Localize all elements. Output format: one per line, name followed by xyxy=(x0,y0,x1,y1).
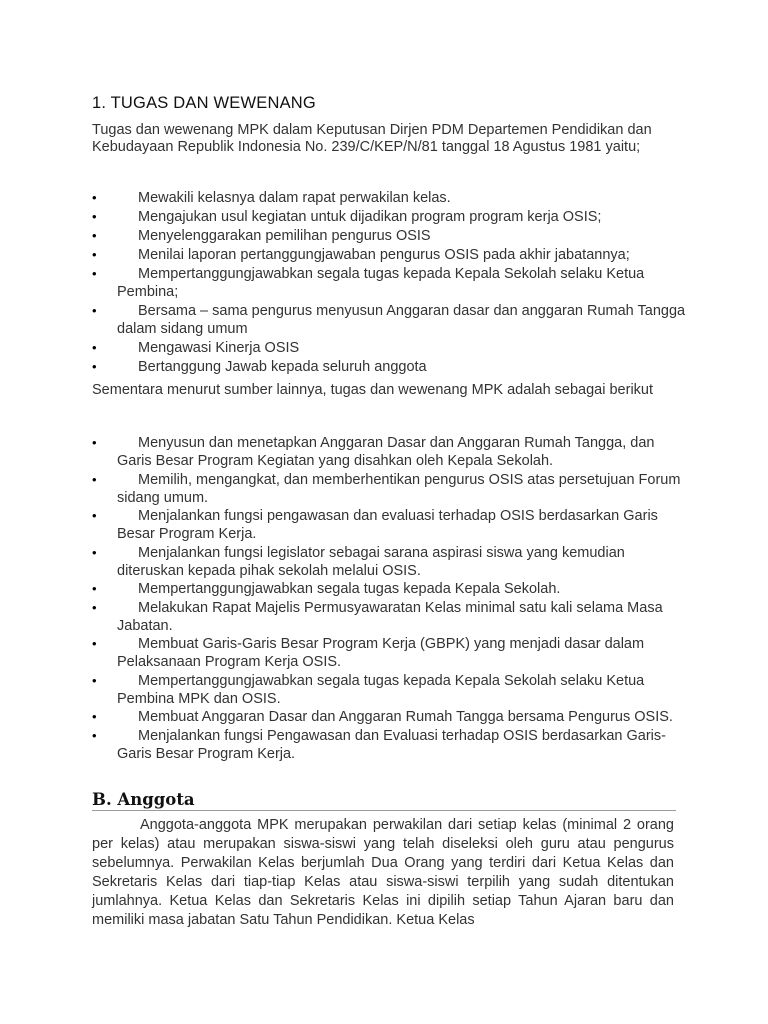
bullet-icon: • xyxy=(92,727,97,743)
section-heading-tugas: 1. TUGAS DAN WEWENANG xyxy=(92,94,316,112)
bullet-icon: • xyxy=(92,209,97,224)
bullet-icon: • xyxy=(92,247,97,262)
bullet-icon: • xyxy=(92,508,97,523)
bullet-icon: • xyxy=(92,340,97,355)
list-item-text: Memilih, mengangkat, dan memberhentikan pengurus OSIS atas persetujuan Forum sidang umum. xyxy=(117,471,681,506)
bullet-icon: • xyxy=(92,544,97,560)
bullet-icon: • xyxy=(92,709,97,724)
list-item-text: Mempertanggungjawabkan segala tugas kepada Kepala Sekolah. xyxy=(138,581,561,597)
bullet-icon: • xyxy=(92,636,97,651)
list-item xyxy=(92,302,692,338)
list-item-text: Menyusun dan menetapkan Anggaran Dasar dan Anggaran Rumah Tangga, dan Garis Besar Program Kegiatan yang disahkan oleh Kepala Sekolah. xyxy=(117,435,655,469)
section-heading-anggota: B. Anggota xyxy=(92,790,195,809)
tasks-list-alt xyxy=(92,434,692,763)
list-item xyxy=(92,227,692,245)
tasks-list xyxy=(92,189,692,377)
intro2-paragraph: Sementara menurut sumber lainnya, tugas dan wewenang MPK adalah sebagai berikut xyxy=(92,382,654,398)
list-item-text: Menilai laporan pertanggungjawaban pengurus OSIS pada akhir jabatannya; xyxy=(138,247,630,263)
bullet-icon: • xyxy=(92,228,97,243)
list-item xyxy=(92,434,692,470)
list-item xyxy=(92,599,692,635)
list-item xyxy=(92,208,692,226)
intro-paragraph: Tugas dan wewenang MPK dalam Keputusan Dirjen PDM Departemen Pendidikan dan Kebudayaan Republik Indonesia No. 239/C/KEP/N/81 tanggal 18 Agustus 1981 yaitu; xyxy=(92,122,652,155)
list-item xyxy=(92,339,692,357)
bullet-icon: • xyxy=(92,599,97,615)
list-item-text: Bersama – sama pengurus menyusun Anggaran dasar dan anggaran Rumah Tangga dalam sidang umum xyxy=(117,303,686,337)
list-item-text: Membuat Anggaran Dasar dan Anggaran Rumah Tangga bersama Pengurus OSIS. xyxy=(138,709,673,725)
list-item-text: Mengawasi Kinerja OSIS xyxy=(138,340,300,356)
list-item-text: Menyelenggarakan pemilihan pengurus OSIS xyxy=(138,228,431,244)
bullet-icon: • xyxy=(92,581,97,596)
bullet-icon: • xyxy=(92,303,97,318)
anggota-paragraph: Anggota-anggota MPK merupakan perwakilan dari setiap kelas (minimal 2 orang per kelas) atau merupakan siswa-siswi yang telah diseleksi oleh guru atau pengurus sebelumnya. Perwakilan Kelas berjumlah Dua Orang yang terdiri dari Ketua Kelas dan Sekretaris Kelas dari tiap-tiap Kelas atau siswa-siswi terpilih yang sudah ditentukan jumlahnya. Ketua Kelas dan Sekretaris Kelas ini dipilih setiap Tahun Ajaran baru dan memiliki masa jabatan Satu Tahun Pendidikan. Ketua Kelas xyxy=(92,817,674,928)
list-item-text: Mempertanggungjawabkan segala tugas kepada Kepala Sekolah selaku Ketua Pembina MPK dan OSIS. xyxy=(117,672,645,707)
list-item xyxy=(92,727,692,763)
bullet-icon: • xyxy=(92,435,97,450)
bullet-icon: • xyxy=(92,672,97,688)
list-item xyxy=(92,471,692,507)
list-item-text: Menjalankan fungsi pengawasan dan evaluasi terhadap OSIS berdasarkan Garis Besar Program Kerja. xyxy=(117,508,658,542)
list-item xyxy=(92,635,692,671)
list-item-text: Menjalankan fungsi Pengawasan dan Evaluasi terhadap OSIS berdasarkan Garis-Garis Besar Program Kerja. xyxy=(117,727,666,762)
list-item xyxy=(92,507,692,543)
bullet-icon: • xyxy=(92,190,97,205)
list-item-text: Bertanggung Jawab kepada seluruh anggota xyxy=(138,359,427,375)
list-item xyxy=(92,358,692,376)
list-item xyxy=(92,189,692,207)
list-item xyxy=(92,580,692,598)
bullet-icon: • xyxy=(92,266,97,281)
list-item xyxy=(92,246,692,264)
list-item-text: Menjalankan fungsi legislator sebagai sarana aspirasi siswa yang kemudian diteruskan kepada pihak sekolah melalui OSIS. xyxy=(117,544,625,579)
list-item xyxy=(92,544,692,580)
list-item xyxy=(92,265,692,301)
bullet-icon: • xyxy=(92,359,97,374)
list-item-text: Mempertanggungjawabkan segala tugas kepada Kepala Sekolah selaku Ketua Pembina; xyxy=(117,266,645,300)
list-item-text: Mengajukan usul kegiatan untuk dijadikan program program kerja OSIS; xyxy=(138,209,602,225)
list-item xyxy=(92,708,692,726)
list-item-text: Melakukan Rapat Majelis Permusyawaratan Kelas minimal satu kali selama Masa Jabatan. xyxy=(117,599,663,634)
list-item xyxy=(92,672,692,708)
bullet-icon: • xyxy=(92,471,97,487)
list-item-text: Mewakili kelasnya dalam rapat perwakilan kelas. xyxy=(138,190,451,206)
heading-underline xyxy=(92,810,676,811)
list-item-text: Membuat Garis-Garis Besar Program Kerja (GBPK) yang menjadi dasar dalam Pelaksanaan Program Kerja OSIS. xyxy=(117,636,645,670)
